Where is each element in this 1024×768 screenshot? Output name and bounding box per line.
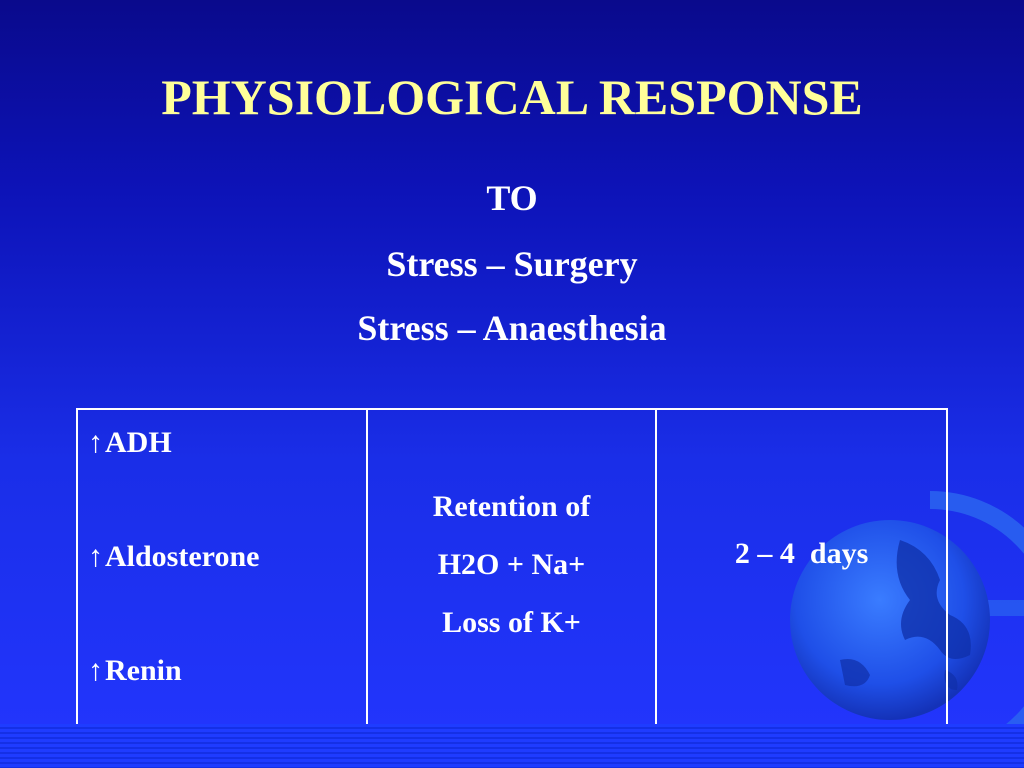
list-item xyxy=(88,538,366,652)
subtitle-line: Stress – Anaesthesia xyxy=(357,308,667,348)
effects-text xyxy=(368,410,655,652)
hormone-label: ADH xyxy=(105,426,172,459)
effect-line: H2O + Na+ xyxy=(437,548,586,581)
hormone-list xyxy=(78,410,366,690)
table-row xyxy=(77,409,947,733)
duration-cell xyxy=(656,409,947,733)
response-table xyxy=(76,408,948,734)
subtitle-line: Stress – Surgery xyxy=(386,244,638,284)
duration-text: 2 – 4 days xyxy=(734,537,869,570)
hormone-label: Renin xyxy=(105,654,182,687)
hormones-cell xyxy=(77,409,367,733)
list-item xyxy=(88,652,366,690)
up-arrow-icon: ↑ xyxy=(88,654,103,687)
list-item xyxy=(88,424,366,538)
bottom-band xyxy=(0,724,1024,768)
effect-line: Retention of xyxy=(432,490,591,523)
slide-title: PHYSIOLOGICAL RESPONSE xyxy=(161,69,863,125)
up-arrow-icon: ↑ xyxy=(88,426,103,459)
subtitle-line: TO xyxy=(486,178,538,218)
effect-line: Loss of K+ xyxy=(442,606,581,639)
up-arrow-icon: ↑ xyxy=(88,540,103,573)
effects-cell xyxy=(367,409,656,733)
hormone-label: Aldosterone xyxy=(105,540,260,573)
